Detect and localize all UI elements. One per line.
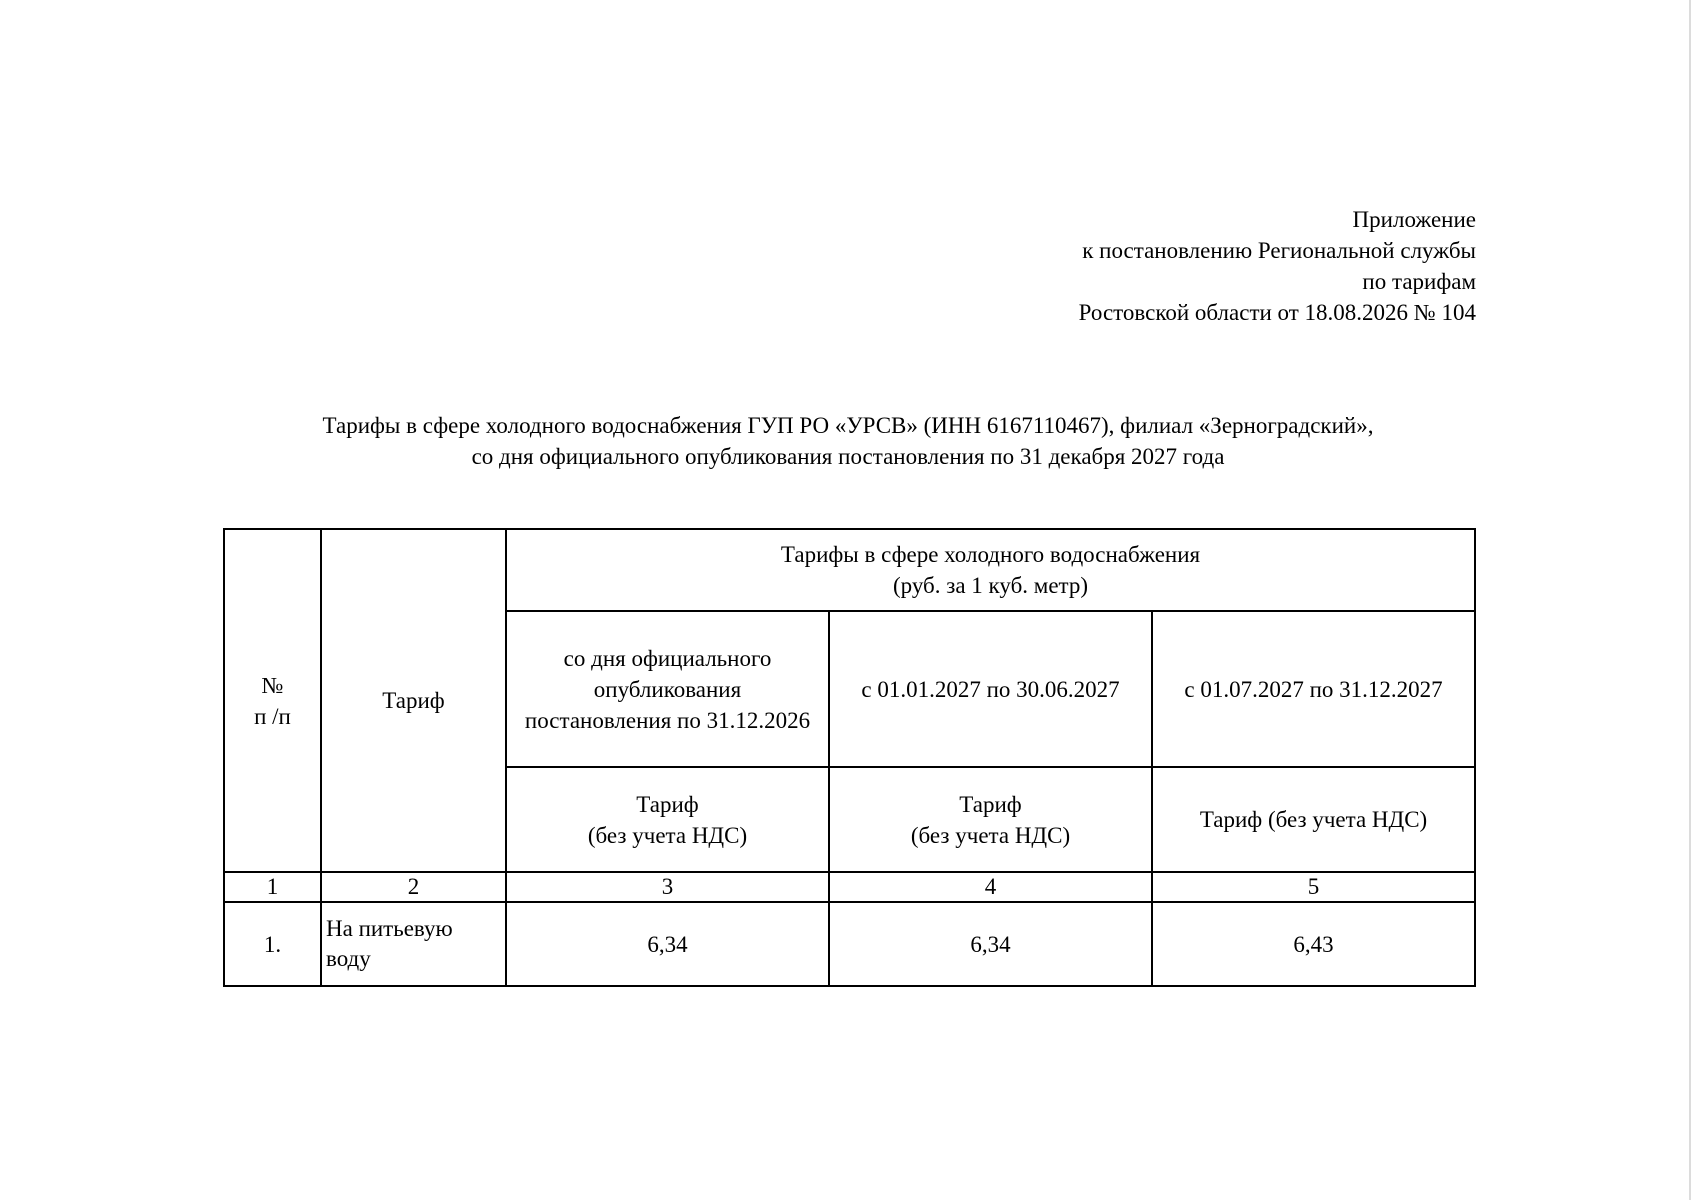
row-value-cell: 6,43: [1152, 902, 1475, 986]
header-group-cell: [506, 529, 1475, 611]
column-number-row: [224, 872, 1475, 902]
header-subheader-cell: [506, 767, 829, 872]
row-name-line: На питьевую: [326, 916, 453, 941]
table-row: [224, 902, 1475, 986]
row-name-line: воду: [326, 946, 371, 971]
period-line: опубликования: [593, 676, 742, 702]
header-subheader-cell: [829, 767, 1152, 872]
column-number-cell: 4: [829, 872, 1152, 902]
header-period-cell: [506, 611, 829, 767]
row-number-cell: 1.: [224, 902, 321, 986]
header-number-symbol: №: [261, 672, 284, 698]
title-line: со дня официального опубликования постановления по 31 декабря 2027 года: [471, 444, 1225, 469]
document-title: [0, 410, 1696, 472]
period-line: постановления по 31.12.2026: [524, 707, 811, 733]
table-header-row: [224, 529, 1475, 611]
header-group-unit: (руб. за 1 куб. метр): [892, 573, 1089, 598]
row-value-cell: 6,34: [506, 902, 829, 986]
header-number-label: п /п: [254, 703, 291, 729]
appendix-line: к постановлению Региональной службы: [1082, 238, 1476, 263]
header-number-cell: [224, 529, 321, 872]
appendix-line: Ростовской области от 18.08.2026 № 104: [1078, 300, 1476, 325]
column-number-cell: 3: [506, 872, 829, 902]
page-edge: [1689, 0, 1691, 1200]
subheader-line: (без учета НДС): [587, 822, 748, 848]
subheader-line: Тариф: [636, 791, 699, 817]
header-period-cell: с 01.01.2027 по 30.06.2027: [829, 611, 1152, 767]
appendix-line: Приложение: [1352, 207, 1476, 232]
title-line: Тарифы в сфере холодного водоснабжения ГУП РО «УРСВ» (ИНН 6167110467), филиал «Зерноградский»,: [322, 413, 1374, 438]
row-value-cell: 6,34: [829, 902, 1152, 986]
period-line: со дня официального: [563, 645, 772, 671]
header-tariff-cell: Тариф: [321, 529, 506, 872]
row-name-cell: [321, 902, 506, 986]
tariffs-table: [223, 528, 1476, 987]
header-period-cell: с 01.07.2027 по 31.12.2027: [1152, 611, 1475, 767]
header-group-title: Тарифы в сфере холодного водоснабжения: [780, 542, 1201, 567]
appendix-block: [1079, 204, 1476, 328]
header-subheader-cell: Тариф (без учета НДС): [1152, 767, 1475, 872]
subheader-line: Тариф: [959, 791, 1022, 817]
column-number-cell: 5: [1152, 872, 1475, 902]
subheader-line: (без учета НДС): [910, 822, 1071, 848]
column-number-cell: 2: [321, 872, 506, 902]
column-number-cell: 1: [224, 872, 321, 902]
appendix-line: по тарифам: [1362, 269, 1476, 294]
